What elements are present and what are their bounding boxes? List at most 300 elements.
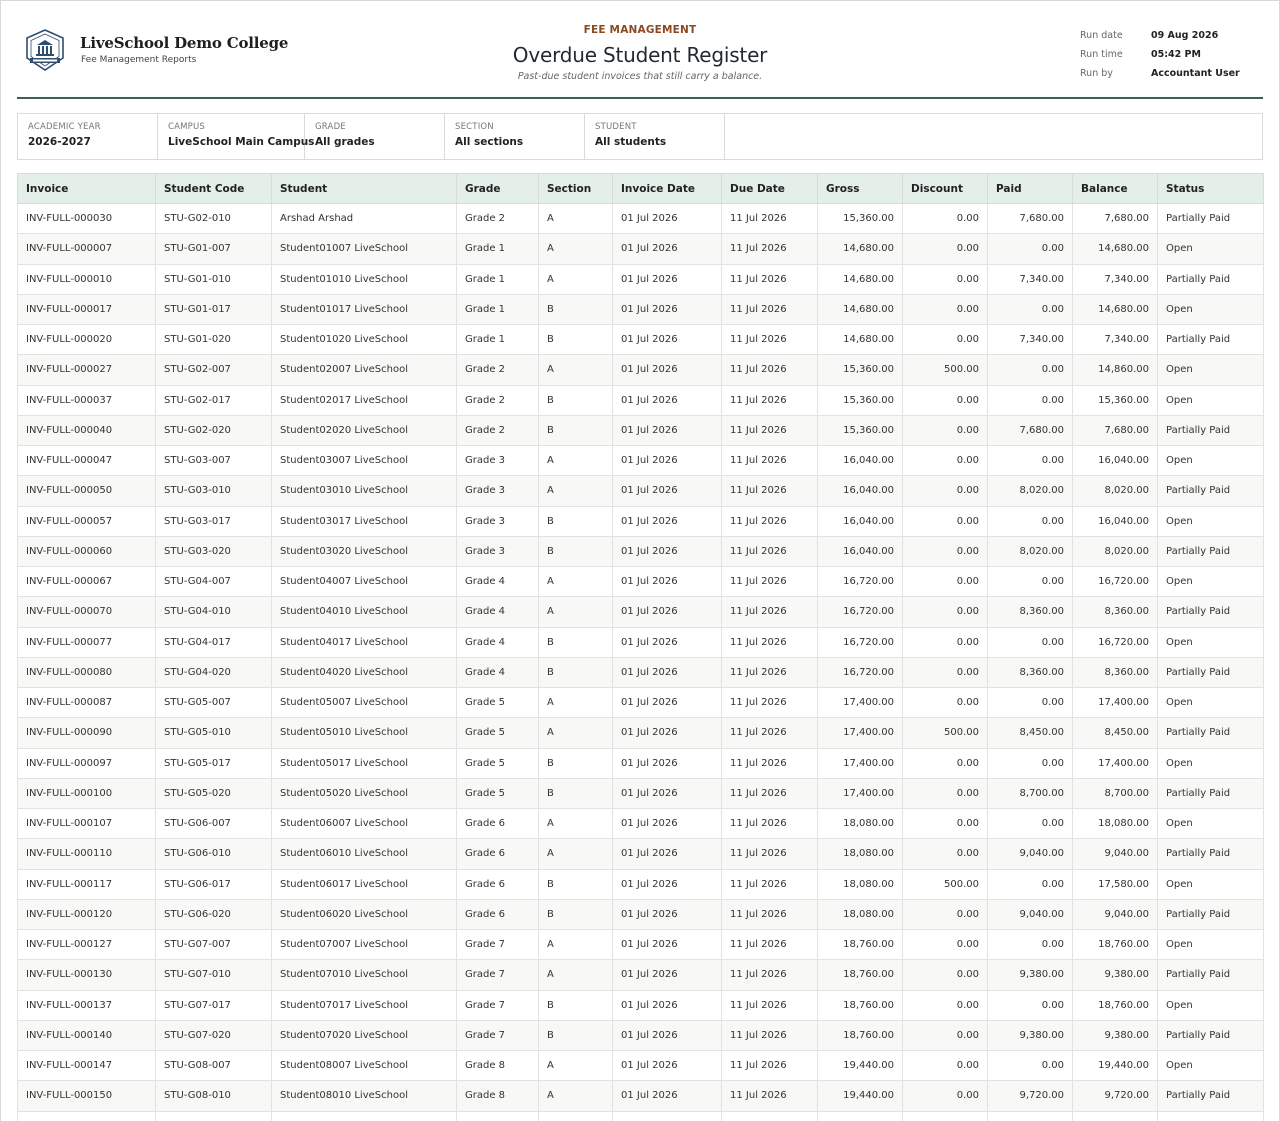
cell-discount: 0.00 bbox=[903, 1081, 988, 1111]
cell-balance: 18,760.00 bbox=[1073, 930, 1158, 960]
college-name: LiveSchool Demo College bbox=[80, 34, 289, 52]
cell-gross: 18,760.00 bbox=[818, 1020, 903, 1050]
meta-label: Run time bbox=[1080, 49, 1123, 60]
cell-due-date: 11 Jul 2026 bbox=[722, 627, 818, 657]
table-row bbox=[18, 930, 1264, 960]
cell-balance: 8,020.00 bbox=[1073, 476, 1158, 506]
cell-paid: 8,020.00 bbox=[988, 536, 1073, 566]
cell-discount: 0.00 bbox=[903, 809, 988, 839]
cell-balance bbox=[1073, 1111, 1158, 1121]
cell-balance: 9,040.00 bbox=[1073, 839, 1158, 869]
cell-grade: Grade 8 bbox=[457, 1081, 539, 1111]
cell-grade: Grade 7 bbox=[457, 930, 539, 960]
cell-student-code: STU-G06-020 bbox=[156, 899, 272, 929]
column-header-invoice-date: Invoice Date bbox=[613, 174, 722, 204]
column-header-gross: Gross bbox=[818, 174, 903, 204]
cell-student: Student06020 LiveSchool bbox=[272, 899, 457, 929]
cell-discount: 0.00 bbox=[903, 446, 988, 476]
cell-gross: 17,400.00 bbox=[818, 778, 903, 808]
cell-gross: 16,040.00 bbox=[818, 506, 903, 536]
cell-section: A bbox=[539, 355, 613, 385]
cell-due-date: 11 Jul 2026 bbox=[722, 506, 818, 536]
cell-student-code: STU-G03-020 bbox=[156, 536, 272, 566]
cell-gross: 18,760.00 bbox=[818, 990, 903, 1020]
cell-due-date: 11 Jul 2026 bbox=[722, 294, 818, 324]
cell-student: Student05020 LiveSchool bbox=[272, 778, 457, 808]
cell-student: Student04010 LiveSchool bbox=[272, 597, 457, 627]
cell-grade: Grade 6 bbox=[457, 809, 539, 839]
cell-section: B bbox=[539, 1020, 613, 1050]
cell-status: Open bbox=[1158, 234, 1264, 264]
cell-student: Student05017 LiveSchool bbox=[272, 748, 457, 778]
cell-invoice-date: 01 Jul 2026 bbox=[613, 597, 722, 627]
cell-balance: 8,450.00 bbox=[1073, 718, 1158, 748]
cell-paid: 0.00 bbox=[988, 869, 1073, 899]
filter-label: GRADE bbox=[315, 122, 346, 132]
meta-value: 05:42 PM bbox=[1151, 49, 1201, 60]
report-subtitle: Past-due student invoices that still carry a balance. bbox=[517, 71, 763, 82]
cell-student: Student07007 LiveSchool bbox=[272, 930, 457, 960]
cell-paid: 7,340.00 bbox=[988, 264, 1073, 294]
cell-student: Student04017 LiveSchool bbox=[272, 627, 457, 657]
table-header bbox=[18, 174, 1264, 204]
cell-gross: 16,040.00 bbox=[818, 446, 903, 476]
meta-run-time bbox=[1080, 45, 1240, 64]
meta-run-date bbox=[1080, 26, 1240, 45]
cell-paid: 0.00 bbox=[988, 1051, 1073, 1081]
cell-gross: 19,440.00 bbox=[818, 1051, 903, 1081]
cell-grade: Grade 5 bbox=[457, 688, 539, 718]
cell-student: Student02007 LiveSchool bbox=[272, 355, 457, 385]
cell-invoice-date: 01 Jul 2026 bbox=[613, 869, 722, 899]
cell-discount: 0.00 bbox=[903, 657, 988, 687]
cell-student-code: STU-G06-010 bbox=[156, 839, 272, 869]
cell-paid: 0.00 bbox=[988, 506, 1073, 536]
cell-discount: 0.00 bbox=[903, 536, 988, 566]
cell-section: B bbox=[539, 627, 613, 657]
cell-grade: Grade 8 bbox=[457, 1051, 539, 1081]
table-row bbox=[18, 355, 1264, 385]
table-row bbox=[18, 778, 1264, 808]
cell-section: A bbox=[539, 597, 613, 627]
table-row bbox=[18, 718, 1264, 748]
cell-paid: 7,680.00 bbox=[988, 415, 1073, 445]
cell-student: Arshad Arshad bbox=[272, 204, 457, 234]
cell-student-code: STU-G02-010 bbox=[156, 204, 272, 234]
cell-due-date: 11 Jul 2026 bbox=[722, 204, 818, 234]
cell-gross: 16,720.00 bbox=[818, 597, 903, 627]
cell-paid: 0.00 bbox=[988, 446, 1073, 476]
cell-paid: 0.00 bbox=[988, 385, 1073, 415]
cell-invoice: INV-FULL-000020 bbox=[18, 325, 156, 355]
cell-invoice-date: 01 Jul 2026 bbox=[613, 415, 722, 445]
run-meta bbox=[1080, 26, 1240, 83]
table-row bbox=[18, 1020, 1264, 1050]
cell-gross: 17,400.00 bbox=[818, 688, 903, 718]
cell-status: Open bbox=[1158, 627, 1264, 657]
column-header-due-date: Due Date bbox=[722, 174, 818, 204]
column-header-grade: Grade bbox=[457, 174, 539, 204]
filter-value: All sections bbox=[455, 136, 524, 148]
cell-invoice: INV-FULL-000120 bbox=[18, 899, 156, 929]
cell-gross: 16,720.00 bbox=[818, 657, 903, 687]
cell-discount: 500.00 bbox=[903, 718, 988, 748]
cell-discount: 0.00 bbox=[903, 234, 988, 264]
table-row bbox=[18, 1081, 1264, 1111]
cell-invoice-date: 01 Jul 2026 bbox=[613, 960, 722, 990]
cell-invoice: INV-FULL-000060 bbox=[18, 536, 156, 566]
table-row bbox=[18, 899, 1264, 929]
cell-invoice: INV-FULL-000147 bbox=[18, 1051, 156, 1081]
cell-discount: 0.00 bbox=[903, 506, 988, 536]
cell-invoice: INV-FULL-000140 bbox=[18, 1020, 156, 1050]
cell-student-code: STU-G03-017 bbox=[156, 506, 272, 536]
cell-gross: 14,680.00 bbox=[818, 234, 903, 264]
cell-status: Partially Paid bbox=[1158, 718, 1264, 748]
cell-status: Partially Paid bbox=[1158, 657, 1264, 687]
cell-discount: 0.00 bbox=[903, 930, 988, 960]
cell-invoice-date: 01 Jul 2026 bbox=[613, 688, 722, 718]
cell-invoice-date: 01 Jul 2026 bbox=[613, 1020, 722, 1050]
cell-invoice-date: 01 Jul 2026 bbox=[613, 294, 722, 324]
cell-paid: 0.00 bbox=[988, 294, 1073, 324]
table-row bbox=[18, 536, 1264, 566]
cell-section: B bbox=[539, 294, 613, 324]
cell-grade: Grade 7 bbox=[457, 1020, 539, 1050]
cell-due-date: 11 Jul 2026 bbox=[722, 809, 818, 839]
table-row bbox=[18, 1111, 1264, 1121]
cell-invoice-date: 01 Jul 2026 bbox=[613, 325, 722, 355]
cell-due-date: 11 Jul 2026 bbox=[722, 1051, 818, 1081]
cell-student: Student06007 LiveSchool bbox=[272, 809, 457, 839]
cell-invoice-date: 01 Jul 2026 bbox=[613, 355, 722, 385]
cell-student: Student08007 LiveSchool bbox=[272, 1051, 457, 1081]
cell-student-code: STU-G07-020 bbox=[156, 1020, 272, 1050]
cell-gross: 14,680.00 bbox=[818, 294, 903, 324]
cell-invoice-date bbox=[613, 1111, 722, 1121]
cell-grade: Grade 4 bbox=[457, 657, 539, 687]
cell-invoice: INV-FULL-000027 bbox=[18, 355, 156, 385]
cell-invoice: INV-FULL-000080 bbox=[18, 657, 156, 687]
cell-due-date: 11 Jul 2026 bbox=[722, 748, 818, 778]
cell-gross: 18,760.00 bbox=[818, 960, 903, 990]
cell-student: Student08010 LiveSchool bbox=[272, 1081, 457, 1111]
cell-status: Open bbox=[1158, 1051, 1264, 1081]
column-header-status: Status bbox=[1158, 174, 1264, 204]
cell-balance: 9,040.00 bbox=[1073, 899, 1158, 929]
cell-gross: 14,680.00 bbox=[818, 264, 903, 294]
cell-due-date: 11 Jul 2026 bbox=[722, 536, 818, 566]
filter-campus bbox=[158, 114, 315, 159]
cell-gross: 14,680.00 bbox=[818, 325, 903, 355]
cell-discount: 0.00 bbox=[903, 1051, 988, 1081]
cell-gross: 15,360.00 bbox=[818, 385, 903, 415]
filter-value: All students bbox=[595, 136, 667, 148]
cell-balance: 16,040.00 bbox=[1073, 506, 1158, 536]
cell-paid: 9,380.00 bbox=[988, 960, 1073, 990]
cell-balance: 7,680.00 bbox=[1073, 415, 1158, 445]
cell-grade: Grade 3 bbox=[457, 476, 539, 506]
filter-label: ACADEMIC YEAR bbox=[28, 122, 101, 132]
table-body bbox=[18, 204, 1264, 1121]
cell-gross: 18,080.00 bbox=[818, 899, 903, 929]
cell-status: Open bbox=[1158, 930, 1264, 960]
cell-discount: 0.00 bbox=[903, 204, 988, 234]
table-row bbox=[18, 688, 1264, 718]
column-header-student: Student bbox=[272, 174, 457, 204]
cell-status: Open bbox=[1158, 567, 1264, 597]
cell-paid: 0.00 bbox=[988, 627, 1073, 657]
cell-grade: Grade 7 bbox=[457, 960, 539, 990]
cell-grade: Grade 4 bbox=[457, 567, 539, 597]
cell-discount: 0.00 bbox=[903, 990, 988, 1020]
cell-student: Student03017 LiveSchool bbox=[272, 506, 457, 536]
cell-section: A bbox=[539, 718, 613, 748]
cell-discount: 500.00 bbox=[903, 355, 988, 385]
cell-invoice-date: 01 Jul 2026 bbox=[613, 657, 722, 687]
cell-discount: 0.00 bbox=[903, 899, 988, 929]
cell-paid: 7,680.00 bbox=[988, 204, 1073, 234]
cell-student: Student02020 LiveSchool bbox=[272, 415, 457, 445]
cell-due-date: 11 Jul 2026 bbox=[722, 718, 818, 748]
cell-grade bbox=[457, 1111, 539, 1121]
table-row bbox=[18, 960, 1264, 990]
cell-section: B bbox=[539, 325, 613, 355]
cell-student-code: STU-G07-017 bbox=[156, 990, 272, 1020]
cell-invoice: INV-FULL-000090 bbox=[18, 718, 156, 748]
cell-gross: 18,080.00 bbox=[818, 839, 903, 869]
meta-label: Run date bbox=[1080, 30, 1123, 41]
cell-balance: 17,400.00 bbox=[1073, 688, 1158, 718]
cell-paid: 8,450.00 bbox=[988, 718, 1073, 748]
cell-invoice: INV-FULL-000130 bbox=[18, 960, 156, 990]
cell-section: B bbox=[539, 657, 613, 687]
cell-status: Open bbox=[1158, 869, 1264, 899]
cell-due-date: 11 Jul 2026 bbox=[722, 567, 818, 597]
table-row bbox=[18, 234, 1264, 264]
cell-balance: 9,380.00 bbox=[1073, 1020, 1158, 1050]
cell-student-code bbox=[156, 1111, 272, 1121]
cell-student-code: STU-G02-007 bbox=[156, 355, 272, 385]
page-title: Overdue Student Register bbox=[512, 43, 768, 67]
cell-invoice: INV-FULL-000100 bbox=[18, 778, 156, 808]
cell-section: A bbox=[539, 1051, 613, 1081]
cell-paid bbox=[988, 1111, 1073, 1121]
cell-grade: Grade 2 bbox=[457, 355, 539, 385]
cell-balance: 8,020.00 bbox=[1073, 536, 1158, 566]
table-row bbox=[18, 627, 1264, 657]
cell-invoice-date: 01 Jul 2026 bbox=[613, 234, 722, 264]
cell-due-date: 11 Jul 2026 bbox=[722, 990, 818, 1020]
cell-due-date: 11 Jul 2026 bbox=[722, 930, 818, 960]
cell-invoice: INV-FULL-000097 bbox=[18, 748, 156, 778]
cell-invoice: INV-FULL-000067 bbox=[18, 567, 156, 597]
cell-invoice-date: 01 Jul 2026 bbox=[613, 1081, 722, 1111]
cell-student: Student05010 LiveSchool bbox=[272, 718, 457, 748]
cell-due-date: 11 Jul 2026 bbox=[722, 415, 818, 445]
cell-invoice-date: 01 Jul 2026 bbox=[613, 627, 722, 657]
cell-status: Partially Paid bbox=[1158, 1020, 1264, 1050]
cell-invoice-date: 01 Jul 2026 bbox=[613, 476, 722, 506]
cell-student-code: STU-G03-007 bbox=[156, 446, 272, 476]
cell-status: Open bbox=[1158, 688, 1264, 718]
cell-balance: 15,360.00 bbox=[1073, 385, 1158, 415]
cell-student: Student07010 LiveSchool bbox=[272, 960, 457, 990]
cell-paid: 8,700.00 bbox=[988, 778, 1073, 808]
cell-student: Student01017 LiveSchool bbox=[272, 294, 457, 324]
column-header-section: Section bbox=[539, 174, 613, 204]
cell-discount: 0.00 bbox=[903, 476, 988, 506]
cell-invoice-date: 01 Jul 2026 bbox=[613, 899, 722, 929]
table-row bbox=[18, 476, 1264, 506]
cell-invoice-date: 01 Jul 2026 bbox=[613, 748, 722, 778]
cell-status bbox=[1158, 1111, 1264, 1121]
cell-invoice: INV-FULL-000077 bbox=[18, 627, 156, 657]
cell-invoice: INV-FULL-000117 bbox=[18, 869, 156, 899]
cell-balance: 16,720.00 bbox=[1073, 627, 1158, 657]
cell-invoice-date: 01 Jul 2026 bbox=[613, 839, 722, 869]
cell-paid: 8,020.00 bbox=[988, 476, 1073, 506]
cell-section: B bbox=[539, 990, 613, 1020]
cell-student-code: STU-G05-017 bbox=[156, 748, 272, 778]
cell-invoice-date: 01 Jul 2026 bbox=[613, 990, 722, 1020]
cell-due-date: 11 Jul 2026 bbox=[722, 385, 818, 415]
table-row bbox=[18, 809, 1264, 839]
cell-invoice: INV-FULL-000057 bbox=[18, 506, 156, 536]
cell-section: B bbox=[539, 869, 613, 899]
cell-balance: 14,680.00 bbox=[1073, 294, 1158, 324]
cell-student: Student01007 LiveSchool bbox=[272, 234, 457, 264]
cell-section: A bbox=[539, 264, 613, 294]
cell-balance: 18,080.00 bbox=[1073, 809, 1158, 839]
cell-due-date: 11 Jul 2026 bbox=[722, 325, 818, 355]
cell-balance: 7,340.00 bbox=[1073, 264, 1158, 294]
cell-discount: 0.00 bbox=[903, 264, 988, 294]
cell-due-date: 11 Jul 2026 bbox=[722, 1081, 818, 1111]
cell-section bbox=[539, 1111, 613, 1121]
cell-discount: 0.00 bbox=[903, 325, 988, 355]
cell-discount: 0.00 bbox=[903, 627, 988, 657]
cell-student-code: STU-G08-010 bbox=[156, 1081, 272, 1111]
cell-section: A bbox=[539, 688, 613, 718]
cell-gross: 15,360.00 bbox=[818, 355, 903, 385]
cell-status: Open bbox=[1158, 809, 1264, 839]
cell-grade: Grade 6 bbox=[457, 869, 539, 899]
table-row bbox=[18, 415, 1264, 445]
cell-invoice-date: 01 Jul 2026 bbox=[613, 809, 722, 839]
cell-status: Partially Paid bbox=[1158, 778, 1264, 808]
cell-balance: 9,380.00 bbox=[1073, 960, 1158, 990]
meta-value: 09 Aug 2026 bbox=[1151, 30, 1219, 41]
cell-due-date: 11 Jul 2026 bbox=[722, 476, 818, 506]
cell-grade: Grade 5 bbox=[457, 718, 539, 748]
cell-invoice: INV-FULL-000040 bbox=[18, 415, 156, 445]
cell-section: B bbox=[539, 506, 613, 536]
column-header-balance: Balance bbox=[1073, 174, 1158, 204]
cell-gross: 15,360.00 bbox=[818, 415, 903, 445]
cell-status: Partially Paid bbox=[1158, 597, 1264, 627]
cell-due-date: 11 Jul 2026 bbox=[722, 960, 818, 990]
cell-status: Open bbox=[1158, 355, 1264, 385]
cell-grade: Grade 5 bbox=[457, 748, 539, 778]
cell-status: Open bbox=[1158, 385, 1264, 415]
cell-invoice-date: 01 Jul 2026 bbox=[613, 536, 722, 566]
cell-status: Open bbox=[1158, 506, 1264, 536]
table-row bbox=[18, 748, 1264, 778]
cell-section: A bbox=[539, 960, 613, 990]
report-kicker: FEE MANAGEMENT bbox=[583, 24, 697, 36]
table-row bbox=[18, 869, 1264, 899]
table-row bbox=[18, 506, 1264, 536]
cell-grade: Grade 7 bbox=[457, 990, 539, 1020]
table-row bbox=[18, 657, 1264, 687]
cell-student-code: STU-G07-010 bbox=[156, 960, 272, 990]
cell-status: Open bbox=[1158, 446, 1264, 476]
cell-status: Open bbox=[1158, 748, 1264, 778]
cell-grade: Grade 6 bbox=[457, 899, 539, 929]
table-row bbox=[18, 294, 1264, 324]
cell-student: Student03007 LiveSchool bbox=[272, 446, 457, 476]
meta-value: Accountant User bbox=[1151, 68, 1240, 79]
cell-balance: 16,040.00 bbox=[1073, 446, 1158, 476]
cell-balance: 14,860.00 bbox=[1073, 355, 1158, 385]
cell-invoice: INV-FULL-000007 bbox=[18, 234, 156, 264]
cell-student: Student01010 LiveSchool bbox=[272, 264, 457, 294]
cell-status: Partially Paid bbox=[1158, 1081, 1264, 1111]
college-subtitle: Fee Management Reports bbox=[81, 55, 197, 65]
table-row bbox=[18, 264, 1264, 294]
cell-student-code: STU-G01-020 bbox=[156, 325, 272, 355]
cell-section: A bbox=[539, 930, 613, 960]
cell-student-code: STU-G05-010 bbox=[156, 718, 272, 748]
cell-status: Open bbox=[1158, 294, 1264, 324]
cell-discount: 0.00 bbox=[903, 294, 988, 324]
report-header bbox=[17, 0, 1263, 99]
cell-due-date: 11 Jul 2026 bbox=[722, 657, 818, 687]
cell-grade: Grade 2 bbox=[457, 385, 539, 415]
cell-due-date: 11 Jul 2026 bbox=[722, 778, 818, 808]
cell-section: B bbox=[539, 748, 613, 778]
cell-gross: 19,440.00 bbox=[818, 1081, 903, 1111]
table-row bbox=[18, 567, 1264, 597]
cell-invoice-date: 01 Jul 2026 bbox=[613, 446, 722, 476]
cell-student-code: STU-G01-017 bbox=[156, 294, 272, 324]
cell-student-code: STU-G01-007 bbox=[156, 234, 272, 264]
cell-section: B bbox=[539, 536, 613, 566]
cell-grade: Grade 6 bbox=[457, 839, 539, 869]
cell-balance: 19,440.00 bbox=[1073, 1051, 1158, 1081]
cell-gross: 15,360.00 bbox=[818, 204, 903, 234]
cell-invoice bbox=[18, 1111, 156, 1121]
cell-status: Partially Paid bbox=[1158, 204, 1264, 234]
cell-student-code: STU-G04-007 bbox=[156, 567, 272, 597]
cell-invoice-date: 01 Jul 2026 bbox=[613, 506, 722, 536]
cell-grade: Grade 3 bbox=[457, 446, 539, 476]
cell-student: Student05007 LiveSchool bbox=[272, 688, 457, 718]
overdue-table bbox=[17, 173, 1264, 1121]
header-row bbox=[18, 174, 1264, 204]
cell-grade: Grade 2 bbox=[457, 204, 539, 234]
cell-due-date: 11 Jul 2026 bbox=[722, 446, 818, 476]
filter-academic-year bbox=[18, 114, 158, 159]
cell-status: Partially Paid bbox=[1158, 899, 1264, 929]
cell-gross: 17,400.00 bbox=[818, 718, 903, 748]
cell-discount: 0.00 bbox=[903, 567, 988, 597]
cell-status: Open bbox=[1158, 990, 1264, 1020]
cell-due-date: 11 Jul 2026 bbox=[722, 597, 818, 627]
cell-invoice: INV-FULL-000047 bbox=[18, 446, 156, 476]
cell-gross: 16,040.00 bbox=[818, 476, 903, 506]
